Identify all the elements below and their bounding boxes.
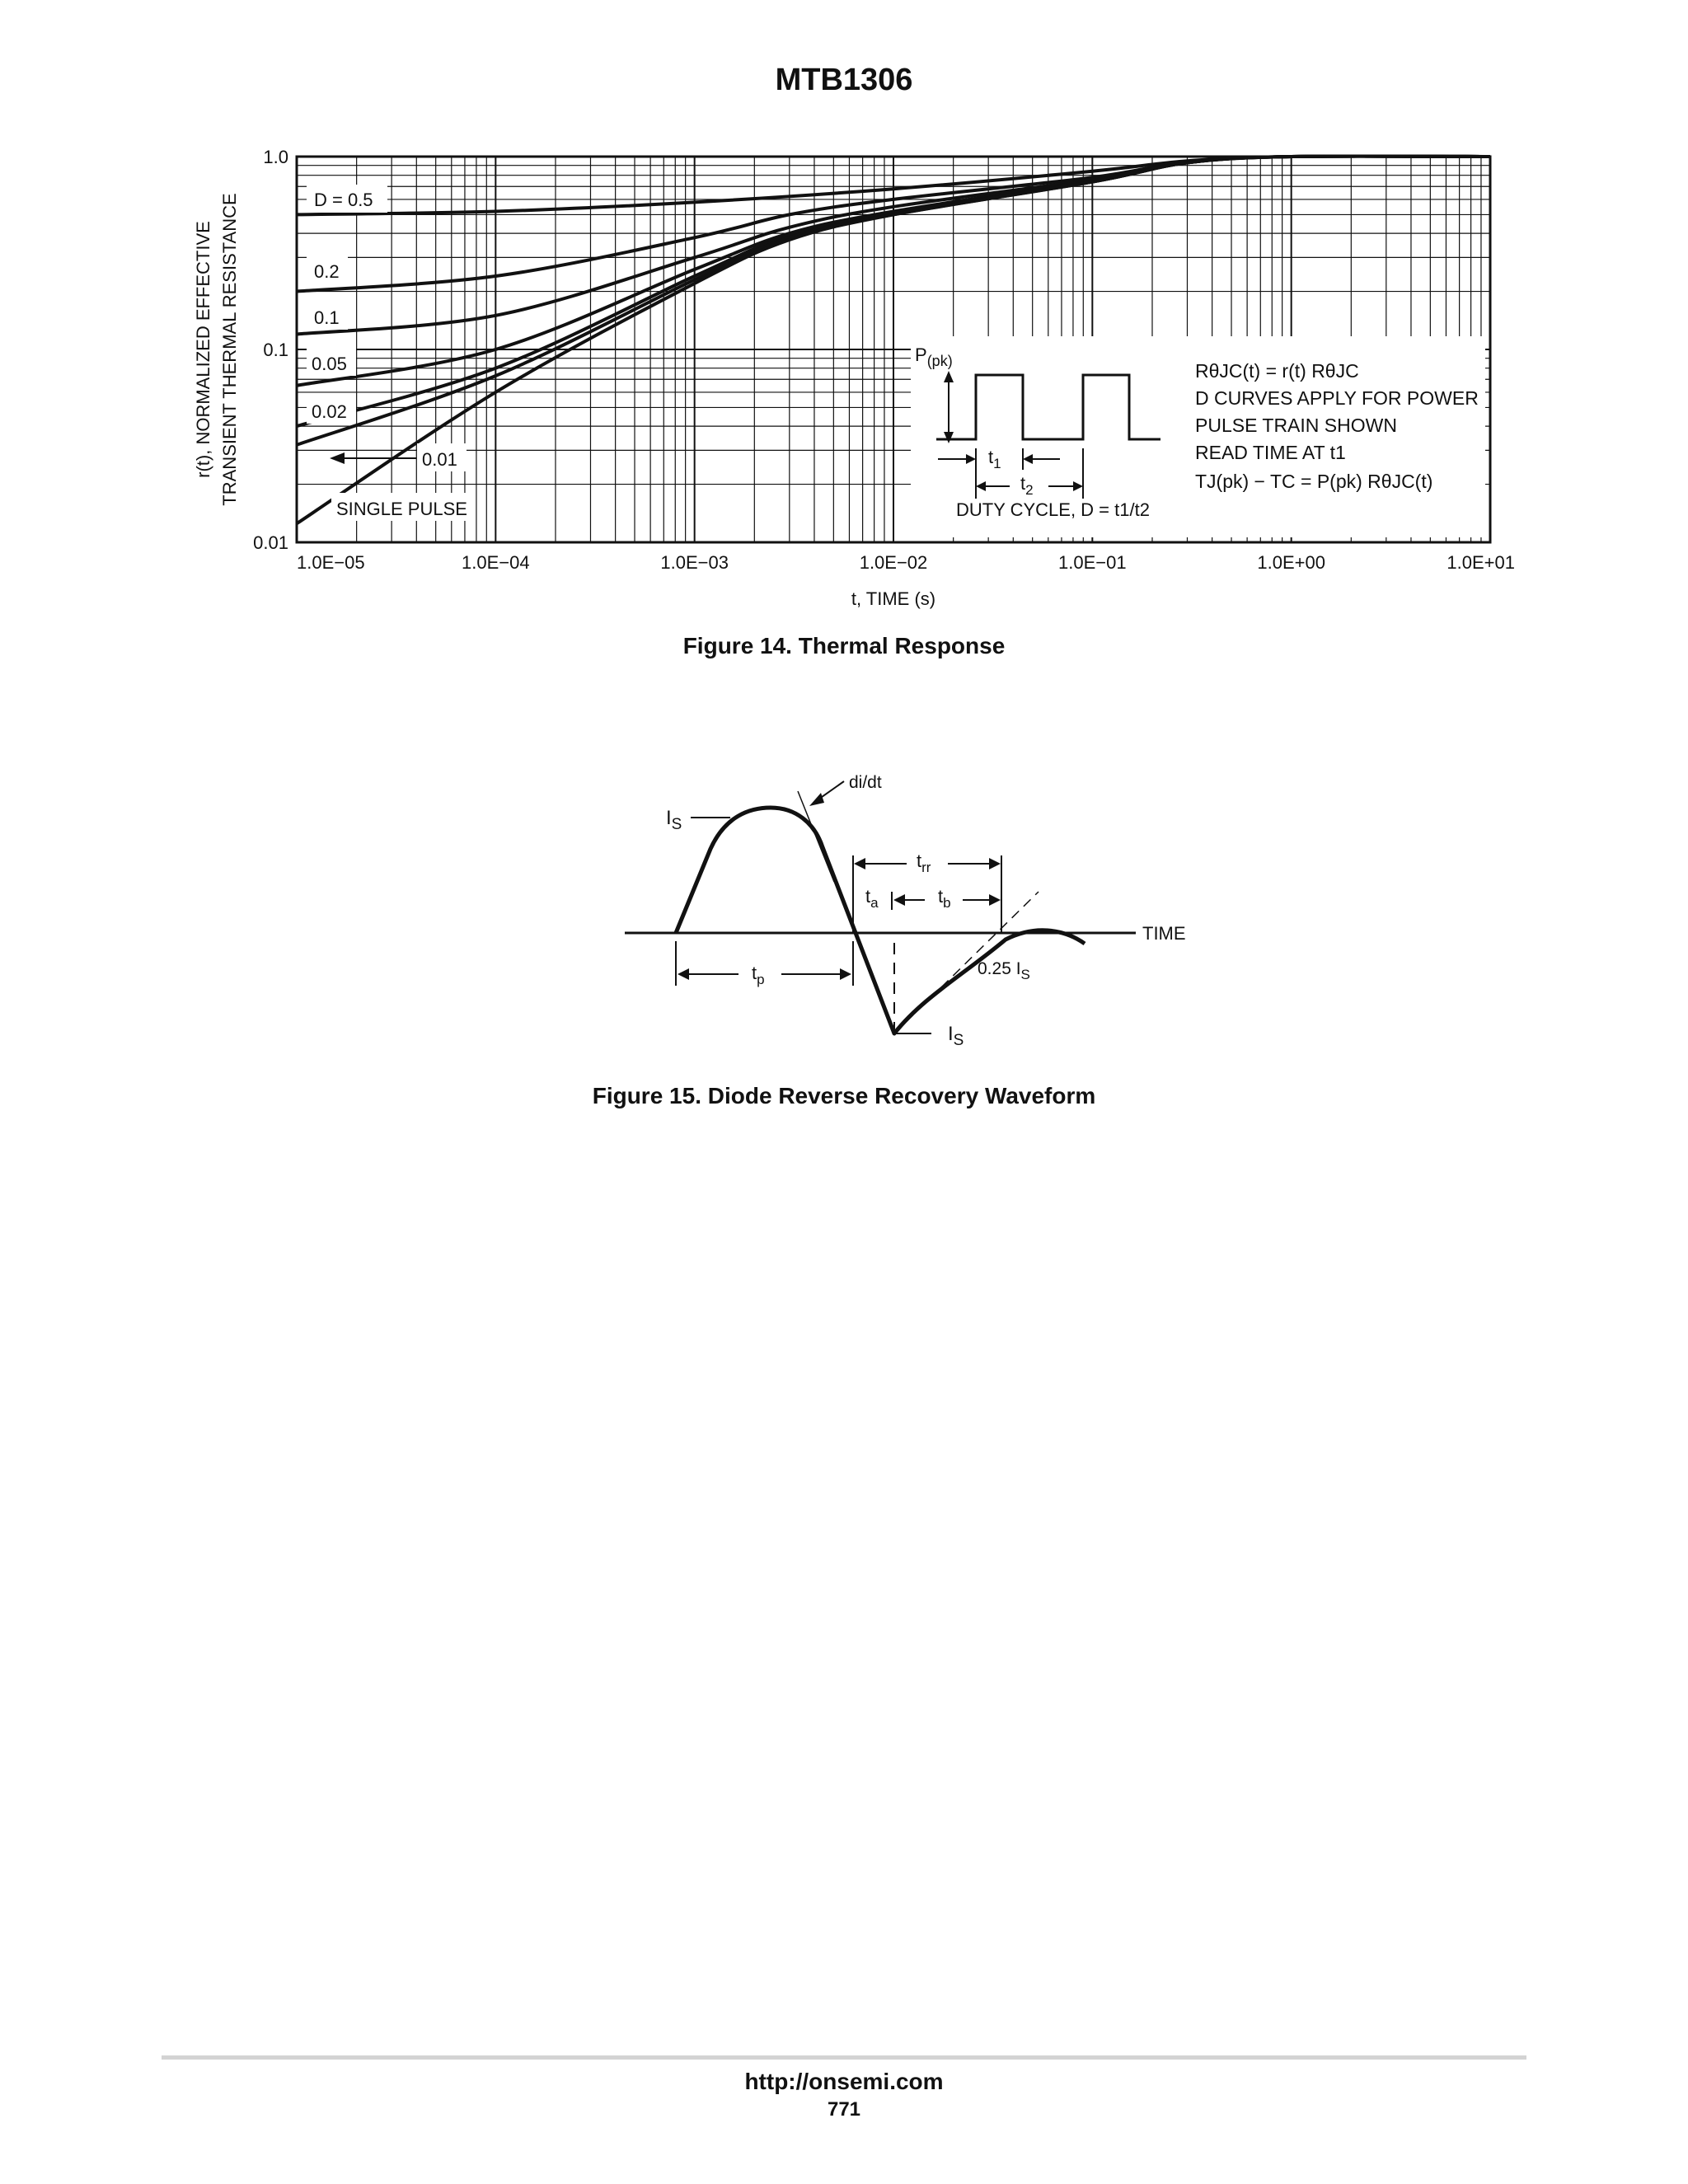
series-label-single-pulse: SINGLE PULSE <box>336 499 467 519</box>
eq-line2: D CURVES APPLY FOR POWER <box>1195 387 1479 409</box>
series-label-d05: D = 0.5 <box>314 190 373 210</box>
page-title: MTB1306 <box>775 63 913 97</box>
is-bottom-label: $I_S$ <box>948 1023 964 1049</box>
figure14-caption: Figure 14. Thermal Response <box>682 633 1006 658</box>
curve-labels <box>307 185 473 521</box>
x-tick-label: 1.0E−05 <box>297 552 365 573</box>
t1-label: $t_1$ <box>988 447 1001 471</box>
tp-label: $t_p$ <box>752 963 765 987</box>
ta-label: $t_a$ <box>865 886 879 911</box>
is-top-label: $I_S$ <box>666 807 682 833</box>
x-tick-label: 1.0E−02 <box>859 552 928 573</box>
footer-url[interactable]: http://onsemi.com <box>744 2069 944 2094</box>
x-tick-label: 1.0E−03 <box>660 552 729 573</box>
eq-line3: PULSE TRAIN SHOWN <box>1195 415 1397 436</box>
trr-label: $t_{rr}$ <box>917 851 931 875</box>
page-number: 771 <box>827 2098 861 2121</box>
quarter-is-label: 0.25 $I_S$ <box>978 959 1030 982</box>
time-label: TIME <box>1142 923 1186 944</box>
series-label-001: 0.01 <box>422 449 457 470</box>
series-label-02: 0.2 <box>314 261 340 282</box>
eq-line1: RθJC(t) = r(t) RθJC <box>1195 360 1359 382</box>
series-label-002: 0.02 <box>312 401 347 422</box>
recovery-waveform <box>676 808 1085 1033</box>
series-label-01: 0.1 <box>314 307 340 328</box>
series-label-005: 0.05 <box>312 354 347 374</box>
thermal-response-chart <box>0 132 1688 758</box>
diode-recovery-diagram <box>0 758 1688 1088</box>
x-tick-label: 1.0E−01 <box>1058 552 1127 573</box>
y-axis-label-line1: r(t), NORMALIZED EFFECTIVE <box>193 221 213 478</box>
ppk-label: $P_{(pk)}$ <box>915 344 953 369</box>
x-axis-label: t, TIME (s) <box>851 588 936 609</box>
x-tick-label: 1.0E+01 <box>1447 552 1515 573</box>
x-tick-label: 1.0E−04 <box>462 552 530 573</box>
eq-line5: TJ(pk) − TC = P(pk) RθJC(t) <box>1195 471 1433 492</box>
y-tick-label: 0.01 <box>253 532 288 553</box>
duty-cycle-label: DUTY CYCLE, D = t1/t2 <box>956 499 1150 520</box>
footer-rule <box>162 2055 1526 2060</box>
tb-label: $t_b$ <box>938 886 951 911</box>
arrowhead-001 <box>330 452 345 464</box>
y-axis-label-line2: TRANSIENT THERMAL RESISTANCE <box>219 193 240 506</box>
t2-label: $t_2$ <box>1020 473 1034 498</box>
y-tick-label: 1.0 <box>263 147 288 167</box>
eq-line4: READ TIME AT t1 <box>1195 442 1346 463</box>
x-tick-label: 1.0E+00 <box>1257 552 1325 573</box>
y-tick-label: 0.1 <box>263 340 288 360</box>
didt-label: di/dt <box>849 773 882 792</box>
figure15-caption: Figure 15. Diode Reverse Recovery Waveform <box>592 1083 1096 1108</box>
